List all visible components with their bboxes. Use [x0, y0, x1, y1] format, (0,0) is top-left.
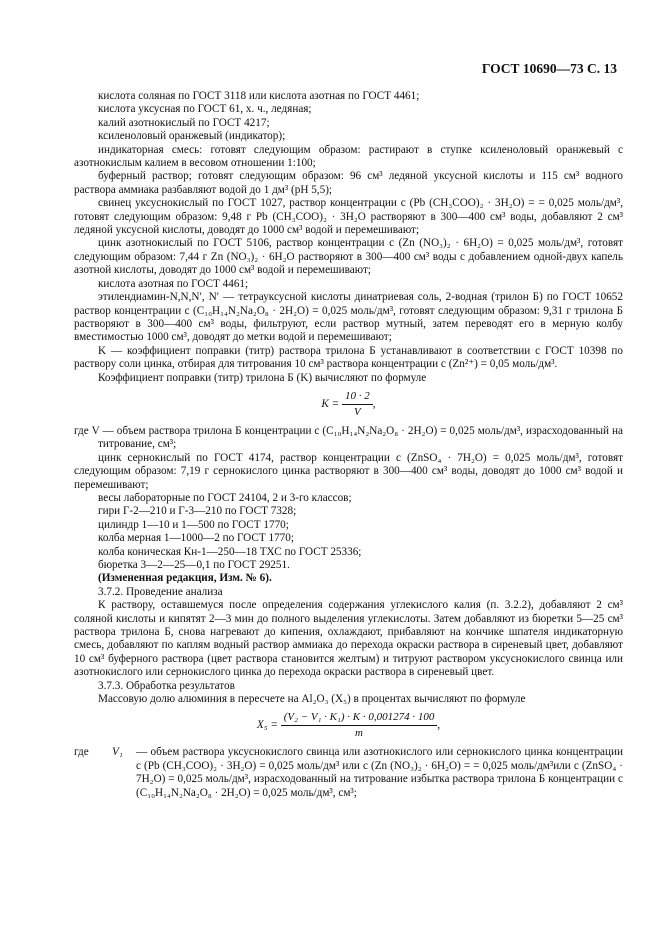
edit-note: (Измененная редакция, Изм. № 6).	[98, 572, 272, 585]
formula-k-tail: ,	[372, 398, 376, 411]
where-v1-text: — объем раствора уксуснокислого свинца или азотнокислого или сернокислого цинка концентрации c (Pb (CH₃COO)₂ · 3H₂O) = 0,025 моль/дм³ или c (Zn (NO₃)₂ · 6H₂O) = = 0,025 моль/дм³или c (ZnSO₄ · 7H₂O) = 0,025 моль/дм³, израсходованный на титрование избытка раствора трилона Б концентрации c (C₁₀H₁₄N₂Na₂O₈ · 2H₂O) = 0,025 моль/дм³, см³;	[136, 746, 623, 799]
formula-k	[74, 390, 623, 419]
reagent-line: свинец уксуснокислый по ГОСТ 1027, раствор концентрации c (Pb (CH₃COO)₂ · 3H₂O) = = 0,025 моль/дм³, готовят следующим образом: 9,48 г Pb (CH₃COO)₂ · 3H₂O растворяют в 300—400 см³ воды, добавляют 2 см³ ледяной уксусной кислоты, доводят до 1000 см³ водой и перемешивают;	[74, 197, 623, 237]
formula-k-lhs: K =	[321, 398, 340, 411]
reagent-line: бюретка 3—2—25—0,1 по ГОСТ 29251.	[98, 559, 290, 571]
reagent-line: колба коническая Кн-1—250—18 ТХС по ГОСТ 25336;	[98, 545, 362, 558]
reagent-line: индикаторная смесь: готовят следующим образом: растирают в ступке ксиленоловый оранжевый с азотнокислым калием в весовом отношении 1:100;	[74, 143, 623, 170]
formula-k-numerator: 10 · 2	[342, 390, 373, 405]
page-header: ГОСТ 10690—73 С. 13	[481, 61, 617, 76]
formula-x5-denominator: m	[355, 727, 363, 740]
formula-x5	[74, 711, 623, 740]
reagent-line: этилендиамин-N,N,N′, N′ — тетрауксусной кислоты динатриевая соль, 2-водная (трилон Б) по ГОСТ 10652 раствор концентрации c (C₁₀H₁₄N₂Na₂O₈ · 2H₂O) = 0,025 моль/дм³, готовят следующим образом: 9,31 г трилона Б растворяют в 300—400 см³ воды, фильтруют, если раствор мутный, затем переводят его в мерную колбу вместимостью 1000 см³, доводят до метки водой и перемешивают;	[74, 291, 623, 344]
reagent-line: цилиндр 1—10 и 1—500 по ГОСТ 1770;	[98, 518, 289, 531]
section-heading-3-7-3: 3.7.3. Обработка результатов	[98, 679, 235, 692]
coefficient-text: Коэффициент поправки (титр) трилона Б (K) вычисляют по формуле	[98, 371, 427, 384]
reagent-line: колба мерная 1—1000—2 по ГОСТ 1770;	[98, 532, 294, 545]
reagent-line: гири Г-2—210 и Г-3—210 по ГОСТ 7328;	[98, 505, 297, 518]
reagent-line: K — коэффициент поправки (титр) раствора трилона Б устанавливают в соответствии с ГОСТ 10398 по раствору соли цинка, отбирая для титрования 10 см³ раствора концентрации c (Zn²⁺) = 0,05 моль/дм³.	[74, 344, 623, 371]
formula-k-denominator: V	[354, 405, 361, 418]
reagent-line: калий азотнокислый по ГОСТ 4217;	[98, 116, 270, 129]
where-variable: V₁	[112, 746, 123, 759]
where-v1	[74, 746, 623, 800]
reagent-line: кислота азотная по ГОСТ 4461;	[98, 277, 249, 290]
formula-x5-fraction	[281, 711, 441, 740]
where-label: где	[74, 746, 89, 759]
mass-fraction-text: Массовую долю алюминия в пересчете на Al₂O₃ (X₅) в процентах вычисляют по формуле	[98, 693, 526, 706]
formula-k-fraction	[342, 390, 373, 419]
analysis-paragraph: К раствору, оставшемуся после определения содержания углекислого калия (п. 3.2.2), добавляют 2 см³ соляной кислоты и кипятят 2—3 мин до полного выделения углекислоты. Затем добавляют из бюретки 5—25 см³ раствора трилона Б, снова нагревают до кипения, охлаждают, прибавляют на кончике шпателя индикаторную смесь, добавляют по каплям водный раствор аммиака до перехода окраски раствора в сиреневый цвет, добавляют 10 см³ буферного раствора (цвет раствора становится желтым) и титруют раствором уксуснокислого свинца или азотнокислого или сернокислого цинка до перехода окраски раствора в сиреневый цвет.	[74, 599, 623, 679]
formula-x5-tail: ,	[437, 719, 441, 732]
section-heading-3-7-2: 3.7.2. Проведение анализа	[98, 585, 223, 598]
reagent-line: кислота соляная по ГОСТ 3118 или кислота азотная по ГОСТ 4461;	[98, 90, 420, 102]
formula-x5-lhs: X₅ =	[256, 719, 278, 732]
reagent-line: ксиленоловый оранжевый (индикатор);	[98, 130, 286, 143]
formula-x5-numerator: (V₂ − V₁ · K₁) · K · 0,001274 · 100	[281, 711, 438, 726]
reagent-line: цинк азотнокислый по ГОСТ 5106, раствор концентрации c (Zn (NO₃)₂ · 6H₂O) = 0,025 моль/дм³, готовят следующим образом: 7,44 г Zn (NO₃)₂ · 6H₂O растворяют в 300—400 см³ воды с добавлением одной-двух капель азотной кислоты, доводят до 1000 см³ водой и перемешивают;	[74, 237, 623, 277]
where-v: где V — объем раствора трилона Б концентрации c (C₁₀H₁₄N₂Na₂O₈ · 2H₂O) = 0,025 моль/дм³, израсходованный на титрование, см³;	[74, 424, 623, 451]
reagent-line: кислота уксусная по ГОСТ 61, х. ч., ледяная;	[98, 103, 312, 116]
reagent-line: цинк сернокислый по ГОСТ 4174, раствор концентрации c (ZnSO₄ · 7H₂O) = 0,025 моль/дм³, готовят следующим образом: 7,19 г сернокислого цинка растворяют в 300—400 см³ воды, доводят до 1000 см³ водой и перемешивают;	[74, 451, 623, 491]
document-body	[74, 90, 623, 800]
reagent-line: весы лабораторные по ГОСТ 24104, 2 и 3-го классов;	[98, 491, 352, 504]
reagent-line: буферный раствор; готовят следующим образом: 96 см³ ледяной уксусной кислоты и 115 см³ водного раствора аммиака разбавляют водой до 1 дм³ (рН 5,5);	[74, 170, 623, 196]
